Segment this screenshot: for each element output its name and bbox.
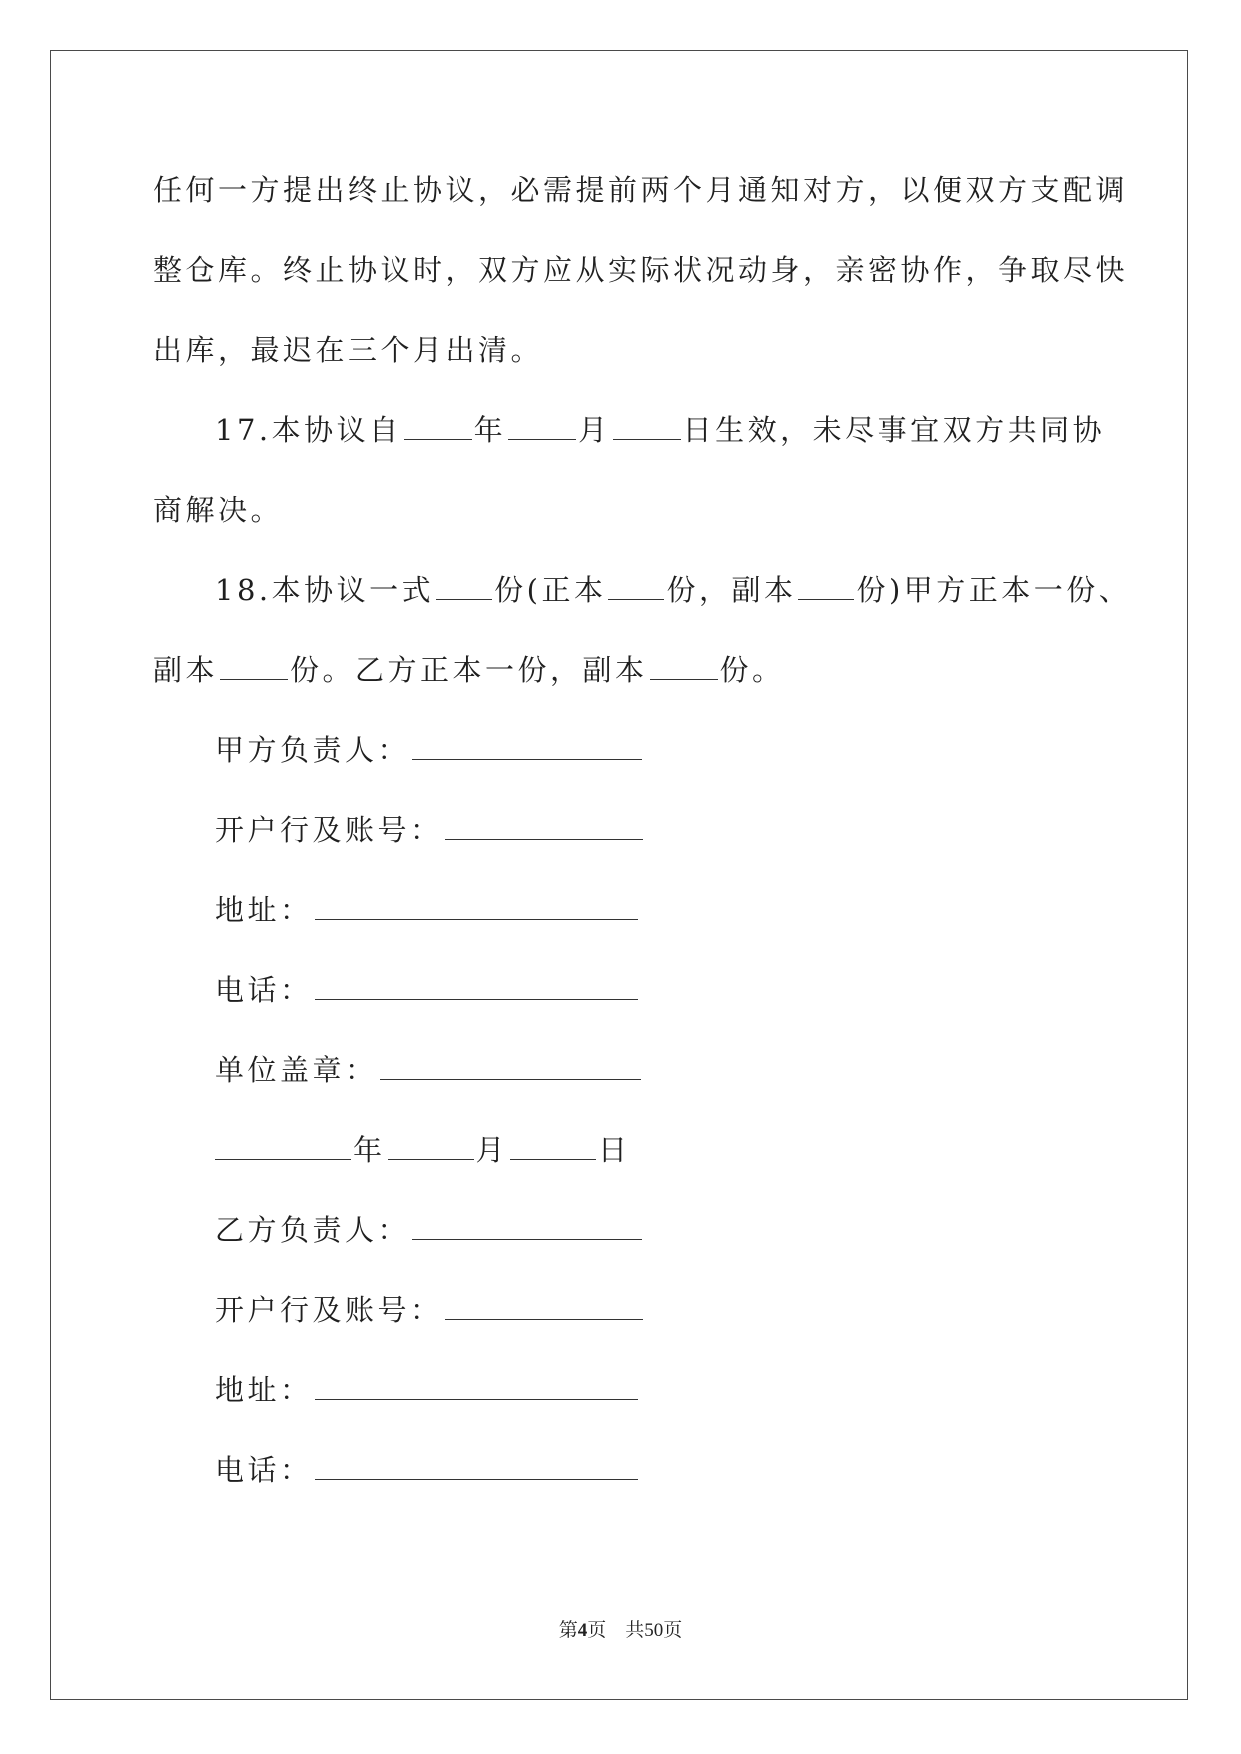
document-body — [153, 150, 1132, 1510]
date-day-blank — [510, 1137, 596, 1160]
p18-text-e: 副本 — [153, 653, 219, 687]
party-a-bank-row — [153, 790, 1093, 870]
party-b-phone-row — [153, 1430, 1093, 1510]
party-a-seal-blank — [380, 1057, 641, 1080]
party-b-bank-label: 开户行及账号： — [215, 1293, 443, 1327]
p18-text-f: 份。乙方正本一份，副本 — [290, 653, 648, 687]
party-b-address-label: 地址： — [215, 1373, 313, 1407]
party-b-bank-blank — [445, 1297, 643, 1320]
party-a-phone-blank — [315, 977, 638, 1000]
paragraph-17-line-1 — [153, 390, 1106, 470]
date-day-label: 日 — [598, 1133, 631, 1167]
party-a-rep-blank — [412, 737, 642, 760]
blank-day — [613, 417, 681, 440]
footer-mid: 页 共 — [587, 1620, 645, 1641]
party-a-phone-row — [153, 950, 1093, 1030]
footer-suffix: 页 — [663, 1620, 683, 1641]
footer-total-pages: 50 — [644, 1620, 664, 1641]
p18-text-g: 份。 — [719, 653, 785, 687]
date-month-label: 月 — [475, 1133, 509, 1167]
party-a-seal-label: 单位盖章： — [215, 1053, 378, 1087]
blank-year — [404, 417, 472, 440]
p17-text-a: 17.本协议自 — [215, 413, 402, 447]
blank-a-duplicate — [220, 657, 288, 680]
party-b-rep-blank — [412, 1217, 642, 1240]
party-b-phone-label: 电话： — [215, 1453, 313, 1487]
party-a-phone-label: 电话： — [215, 973, 313, 1007]
party-a-address-label: 地址： — [215, 893, 313, 927]
party-b-address-row — [153, 1350, 1093, 1430]
paragraph-16-line-2: 整仓库。终止协议时，双方应从实际状况动身，亲密协作，争取尽快 — [153, 253, 1129, 287]
blank-copies — [436, 577, 492, 600]
p18-text-c: 份，副本 — [666, 573, 797, 607]
blank-b-duplicate — [650, 657, 718, 680]
p18-text-a: 18.本协议一式 — [215, 573, 435, 607]
p18-text-b: 份(正本 — [494, 573, 607, 607]
date-year-label: 年 — [353, 1133, 386, 1167]
party-a-rep-label: 甲方负责人： — [215, 733, 411, 767]
blank-duplicate — [798, 577, 854, 600]
date-year-blank — [215, 1137, 351, 1160]
p17-text-d: 日生效，未尽事宜双方共同协 — [682, 413, 1106, 447]
party-a-address-row — [153, 870, 1093, 950]
p17-text-c: 月 — [578, 413, 611, 447]
party-b-phone-blank — [315, 1457, 638, 1480]
page-footer — [0, 1615, 1241, 1642]
paragraph-16-line-3: 出库，最迟在三个月出清。 — [153, 333, 544, 367]
party-a-seal-row — [153, 1030, 1093, 1110]
paragraph-18-line-1 — [153, 550, 1132, 630]
paragraph-18-line-2 — [153, 630, 1093, 710]
party-b-address-blank — [315, 1377, 638, 1400]
p18-text-d: 份)甲方正本一份、 — [856, 573, 1132, 607]
paragraph-17-line-2: 商解决。 — [153, 493, 284, 527]
footer-page-number: 4 — [577, 1620, 588, 1641]
date-row — [153, 1110, 1093, 1190]
paragraph-16-line-1: 任何一方提出终止协议，必需提前两个月通知对方，以便双方支配调 — [153, 173, 1129, 207]
blank-original — [608, 577, 664, 600]
party-a-rep-row — [153, 710, 1093, 790]
party-a-address-blank — [315, 897, 638, 920]
party-a-bank-blank — [445, 817, 643, 840]
party-a-bank-label: 开户行及账号： — [215, 813, 443, 847]
p17-text-b: 年 — [473, 413, 507, 447]
party-b-rep-label: 乙方负责人： — [215, 1213, 411, 1247]
party-b-bank-row — [153, 1270, 1093, 1350]
blank-month — [508, 417, 576, 440]
footer-prefix: 第 — [558, 1620, 578, 1641]
party-b-rep-row — [153, 1190, 1093, 1270]
date-month-blank — [388, 1137, 474, 1160]
